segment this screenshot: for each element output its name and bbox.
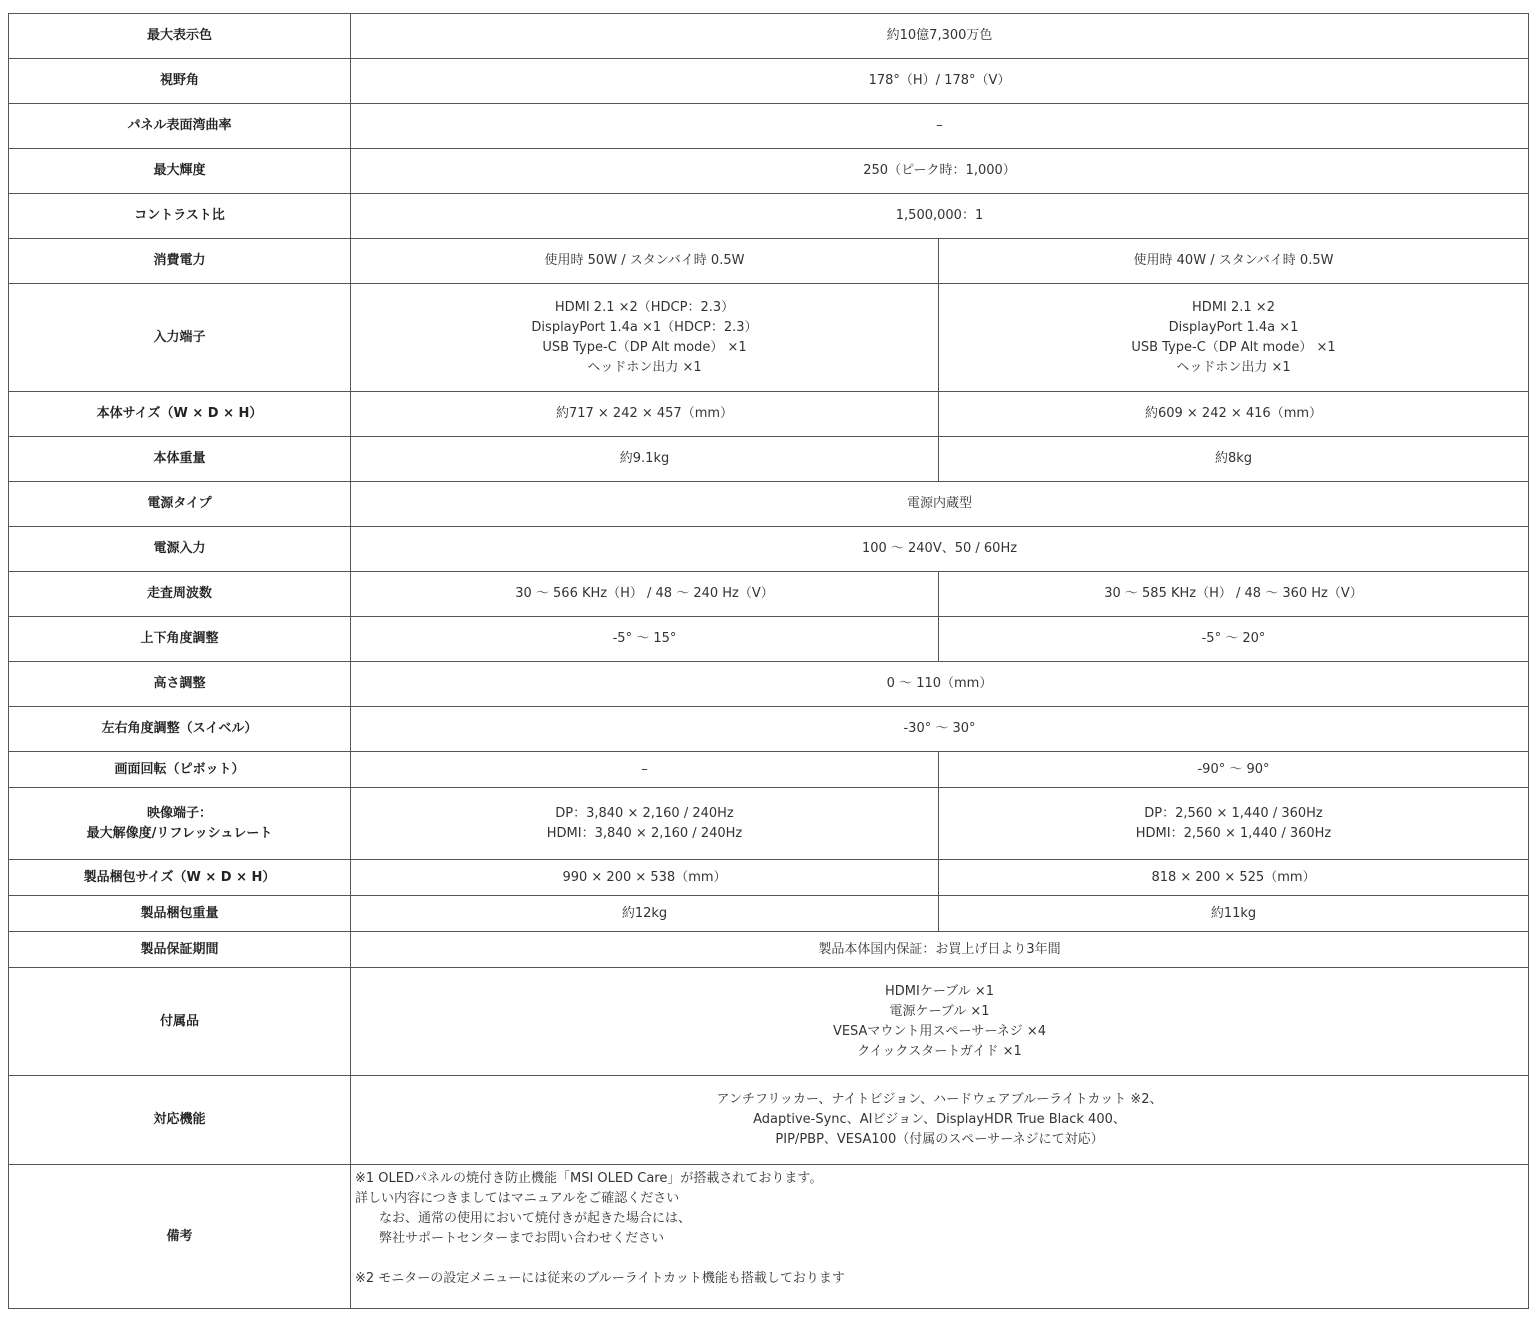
row-value-left: 使用時 50W / スタンバイ時 0.5W — [351, 239, 939, 284]
row-label: 製品保証期間 — [9, 932, 351, 968]
row-label: 対応機能 — [9, 1076, 351, 1165]
spec-row-height-adjust — [9, 662, 1529, 707]
value-line: Adaptive-Sync、AIビジョン、DisplayHDR True Black 400、 — [753, 1112, 1126, 1127]
spec-row-max-colors — [9, 14, 1529, 59]
row-value-right — [939, 284, 1529, 392]
row-label: 上下角度調整 — [9, 617, 351, 662]
note-line: なお、通常の使用において焼付きが起きた場合には、 — [379, 1211, 692, 1226]
row-value-left: – — [351, 752, 939, 788]
spec-row-power-consumption — [9, 239, 1529, 284]
row-value: 製品本体国内保証：お買上げ日より3年間 — [351, 932, 1529, 968]
spec-row-notes — [9, 1165, 1529, 1309]
spec-row-swivel — [9, 707, 1529, 752]
label-line: 最大解像度/リフレッシュレート — [86, 825, 273, 841]
row-label: 最大輝度 — [9, 149, 351, 194]
spec-row-accessories — [9, 968, 1529, 1076]
row-label: 本体サイズ（W × D × H） — [9, 392, 351, 437]
row-label: 備考 — [9, 1165, 351, 1309]
row-label: パネル表面湾曲率 — [9, 104, 351, 149]
value-line: ヘッドホン出力 ×1 — [587, 359, 702, 375]
row-value: -30° ～ 30° — [351, 707, 1529, 752]
spec-row-body-weight — [9, 437, 1529, 482]
row-label — [9, 788, 351, 860]
row-label: 視野角 — [9, 59, 351, 104]
spec-row-input-ports — [9, 284, 1529, 392]
value-line: DisplayPort 1.4a ×1 — [1168, 319, 1299, 335]
row-label: 高さ調整 — [9, 662, 351, 707]
row-value: 0 ～ 110（mm） — [351, 662, 1529, 707]
spec-row-panel-curvature — [9, 104, 1529, 149]
row-value-left: 約9.1kg — [351, 437, 939, 482]
row-value-right: 約8kg — [939, 437, 1529, 482]
note-line: ※2 モニターの設定メニューには従来のブルーライトカット機能も搭載しております — [355, 1271, 845, 1286]
row-value — [351, 1076, 1529, 1165]
spec-row-pivot — [9, 752, 1529, 788]
row-label: 本体重量 — [9, 437, 351, 482]
row-value-right: 使用時 40W / スタンバイ時 0.5W — [939, 239, 1529, 284]
value-line: HDMI：3,840 × 2,160 / 240Hz — [546, 825, 743, 841]
row-label: コントラスト比 — [9, 194, 351, 239]
row-label: 入力端子 — [9, 284, 351, 392]
row-value-left — [351, 284, 939, 392]
row-label: 電源タイプ — [9, 482, 351, 527]
value-line: アンチフリッカー、ナイトビジョン、ハードウェアブルーライトカット ※2、 — [716, 1092, 1163, 1107]
row-value: 約10億7,300万色 — [351, 14, 1529, 59]
spec-row-warranty — [9, 932, 1529, 968]
row-label: 付属品 — [9, 968, 351, 1076]
row-value-left — [351, 788, 939, 860]
row-value-right — [939, 788, 1529, 860]
row-value: 250（ピーク時：1,000） — [351, 149, 1529, 194]
spec-row-video-resolution — [9, 788, 1529, 860]
row-value: 100 ～ 240V、50 / 60Hz — [351, 527, 1529, 572]
value-line: HDMI 2.1 ×2（HDCP：2.3） — [554, 299, 735, 315]
row-value: 電源内蔵型 — [351, 482, 1529, 527]
notes-cell — [351, 1165, 1529, 1309]
spec-row-package-size — [9, 860, 1529, 896]
row-value-right: 約11kg — [939, 896, 1529, 932]
spec-row-max-brightness — [9, 149, 1529, 194]
row-label: 画面回転（ピボット） — [9, 752, 351, 788]
row-value-right: 30 ～ 585 KHz（H） / 48 ～ 360 Hz（V） — [939, 572, 1529, 617]
value-line: ヘッドホン出力 ×1 — [1176, 359, 1291, 375]
row-label: 製品梱包重量 — [9, 896, 351, 932]
note-line: 詳しい内容につきましてはマニュアルをご確認ください — [355, 1191, 680, 1206]
row-label: 走査周波数 — [9, 572, 351, 617]
value-line: PIP/PBP、VESA100（付属のスペーサーネジにて対応） — [775, 1132, 1104, 1147]
row-label: 製品梱包サイズ（W × D × H） — [9, 860, 351, 896]
value-line: HDMIケーブル ×1 — [885, 983, 994, 999]
row-value: – — [351, 104, 1529, 149]
row-value-left: 990 × 200 × 538（mm） — [351, 860, 939, 896]
value-line: DisplayPort 1.4a ×1（HDCP：2.3） — [531, 319, 758, 335]
value-line: USB Type-C（DP Alt mode） ×1 — [542, 339, 747, 355]
row-label: 最大表示色 — [9, 14, 351, 59]
row-value — [351, 968, 1529, 1076]
note-spacer — [355, 1249, 1524, 1269]
row-value-left: 30 ～ 566 KHz（H） / 48 ～ 240 Hz（V） — [351, 572, 939, 617]
row-value-right: 約609 × 242 × 416（mm） — [939, 392, 1529, 437]
row-value-right: -5° ～ 20° — [939, 617, 1529, 662]
value-line: USB Type-C（DP Alt mode） ×1 — [1131, 339, 1336, 355]
note-line: ※1 OLEDパネルの焼付き防止機能「MSI OLED Care」が搭載されております。 — [355, 1171, 823, 1186]
spec-row-contrast — [9, 194, 1529, 239]
value-line: 電源ケーブル ×1 — [889, 1003, 990, 1019]
value-line: DP：2,560 × 1,440 / 360Hz — [1144, 805, 1323, 821]
row-label: 左右角度調整（スイベル） — [9, 707, 351, 752]
row-value: 1,500,000：1 — [351, 194, 1529, 239]
spec-row-power-input — [9, 527, 1529, 572]
value-line: HDMI：2,560 × 1,440 / 360Hz — [1135, 825, 1332, 841]
spec-row-power-type — [9, 482, 1529, 527]
row-value-right: -90° ～ 90° — [939, 752, 1529, 788]
row-label: 電源入力 — [9, 527, 351, 572]
row-value-left: 約717 × 242 × 457（mm） — [351, 392, 939, 437]
value-line: クイックスタートガイド ×1 — [857, 1043, 1022, 1059]
value-line: DP：3,840 × 2,160 / 240Hz — [555, 805, 734, 821]
value-line: VESAマウント用スペーサーネジ ×4 — [832, 1023, 1047, 1039]
row-value-right: 818 × 200 × 525（mm） — [939, 860, 1529, 896]
label-line: 映像端子： — [146, 805, 212, 821]
spec-row-tilt — [9, 617, 1529, 662]
spec-row-viewing-angle — [9, 59, 1529, 104]
row-value-left: -5° ～ 15° — [351, 617, 939, 662]
row-value: 178°（H）/ 178°（V） — [351, 59, 1529, 104]
value-line: HDMI 2.1 ×2 — [1192, 299, 1275, 315]
row-label: 消費電力 — [9, 239, 351, 284]
spec-row-package-weight — [9, 896, 1529, 932]
note-line: 弊社サポートセンターまでお問い合わせください — [379, 1231, 665, 1246]
spec-row-scan-frequency — [9, 572, 1529, 617]
row-value-left: 約12kg — [351, 896, 939, 932]
spec-row-body-size — [9, 392, 1529, 437]
spec-table — [8, 13, 1529, 1309]
spec-row-features — [9, 1076, 1529, 1165]
